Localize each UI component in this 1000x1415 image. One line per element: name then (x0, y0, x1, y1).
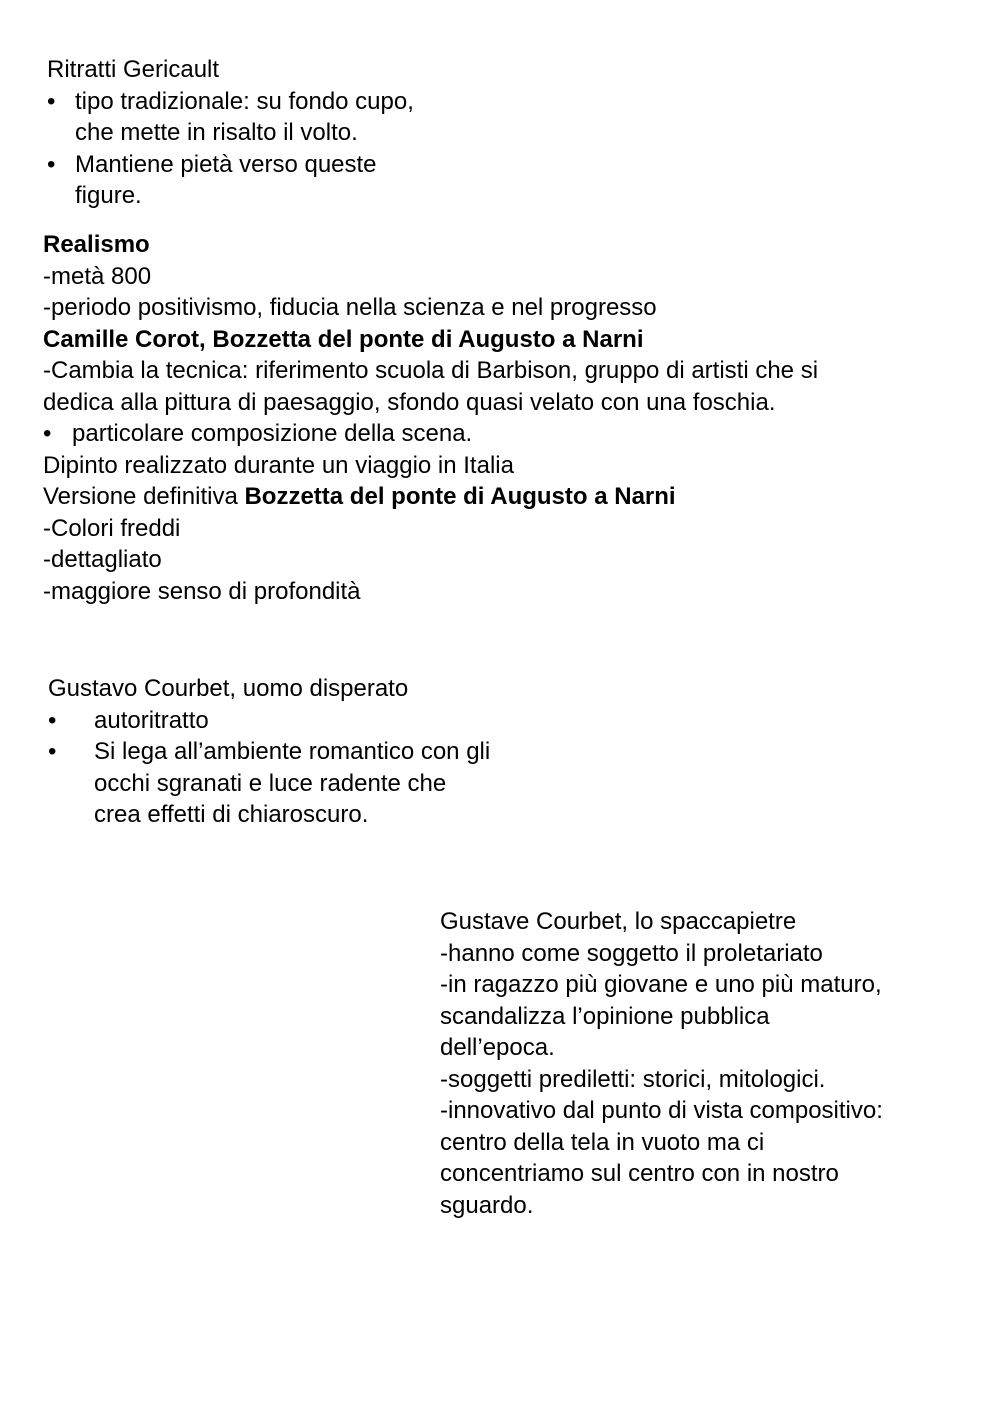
courbet-portrait-bullet-2-line-3: crea effetti di chiaroscuro. (94, 801, 369, 828)
bullet-icon: • (47, 150, 56, 178)
realismo-section (43, 229, 818, 607)
corot-technique-line-2: dedica alla pittura di paesaggio, sfondo quasi velato con una foschia. (43, 388, 776, 416)
spaccapietre-line-3: -in ragazzo più giovane e uno più maturo, (440, 971, 882, 998)
corot-artwork-title: Camille Corot, Bozzetta del ponte di Augusto a Narni (43, 325, 644, 353)
spaccapietre-line-7: -innovativo dal punto di vista compositivo: (440, 1097, 883, 1124)
bullet-icon: • (48, 738, 57, 765)
courbet-portrait-title: Gustavo Courbet, uomo disperato (48, 675, 409, 702)
courbet-portrait-bullet-2-line-2: occhi sgranati e luce radente che (94, 769, 447, 797)
realismo-heading: Realismo (43, 231, 150, 258)
final-version-title: Bozzetta del ponte di Augusto a Narni (244, 483, 676, 510)
gericault-bullet-1-line-1: tipo tradizionale: su fondo cupo, (75, 87, 414, 115)
gericault-section (47, 54, 414, 212)
gericault-bullet-2-line-1: Mantiene pietà verso queste (75, 150, 377, 178)
spaccapietre-line-5: dell’epoca. (440, 1034, 555, 1061)
bullet-icon: • (47, 87, 56, 115)
corot-final-version (43, 481, 818, 513)
gericault-bullet-2-line-2: figure. (75, 182, 142, 209)
courbet-portrait-bullet-1-line-1: autoritratto (94, 706, 209, 734)
corot-technique-line-1: -Cambia la tecnica: riferimento scuola di Barbison, gruppo di artisti che si (43, 357, 819, 384)
spaccapietre-line-4: scandalizza l’opinione pubblica (440, 1002, 770, 1030)
bullet-icon: • (43, 420, 52, 447)
courbet-portrait-bullet-1 (48, 705, 490, 737)
spaccapietre-line-6: -soggetti prediletti: storici, mitologici. (440, 1065, 826, 1093)
gericault-title: Ritratti Gericault (47, 56, 220, 83)
final-version-prefix: Versione definitiva (43, 483, 245, 510)
realismo-line-positivism: -periodo positivismo, fiducia nella scienza e nel progresso (43, 294, 657, 321)
gericault-bullet-1-line-2: che mette in risalto il volto. (75, 119, 358, 146)
courbet-portrait-section (48, 673, 490, 831)
corot-bullet-text: particolare composizione della scena. (72, 420, 473, 447)
gericault-bullet-2 (47, 149, 414, 212)
corot-feature-1: -Colori freddi (43, 514, 181, 542)
spaccapietre-section (440, 906, 883, 1221)
spaccapietre-line-10: sguardo. (440, 1191, 534, 1219)
spaccapietre-line-2: -hanno come soggetto il proletariato (440, 939, 823, 967)
bullet-icon: • (48, 706, 57, 734)
gericault-bullet-1 (47, 86, 414, 149)
corot-trip-line: Dipinto realizzato durante un viaggio in Italia (43, 451, 514, 479)
spaccapietre-line-9: concentriamo sul centro con in nostro (440, 1160, 839, 1187)
corot-bullet (43, 418, 818, 450)
spaccapietre-title: Gustave Courbet, lo spaccapietre (440, 908, 797, 935)
corot-feature-2: -dettagliato (43, 546, 162, 573)
courbet-portrait-bullet-2-line-1: Si lega all’ambiente romantico con gli (94, 738, 491, 765)
realismo-line-period: -metà 800 (43, 262, 152, 290)
corot-feature-3: -maggiore senso di profondità (43, 577, 361, 605)
spaccapietre-line-8: centro della tela in vuoto ma ci (440, 1128, 765, 1156)
courbet-portrait-bullet-2 (48, 736, 490, 831)
